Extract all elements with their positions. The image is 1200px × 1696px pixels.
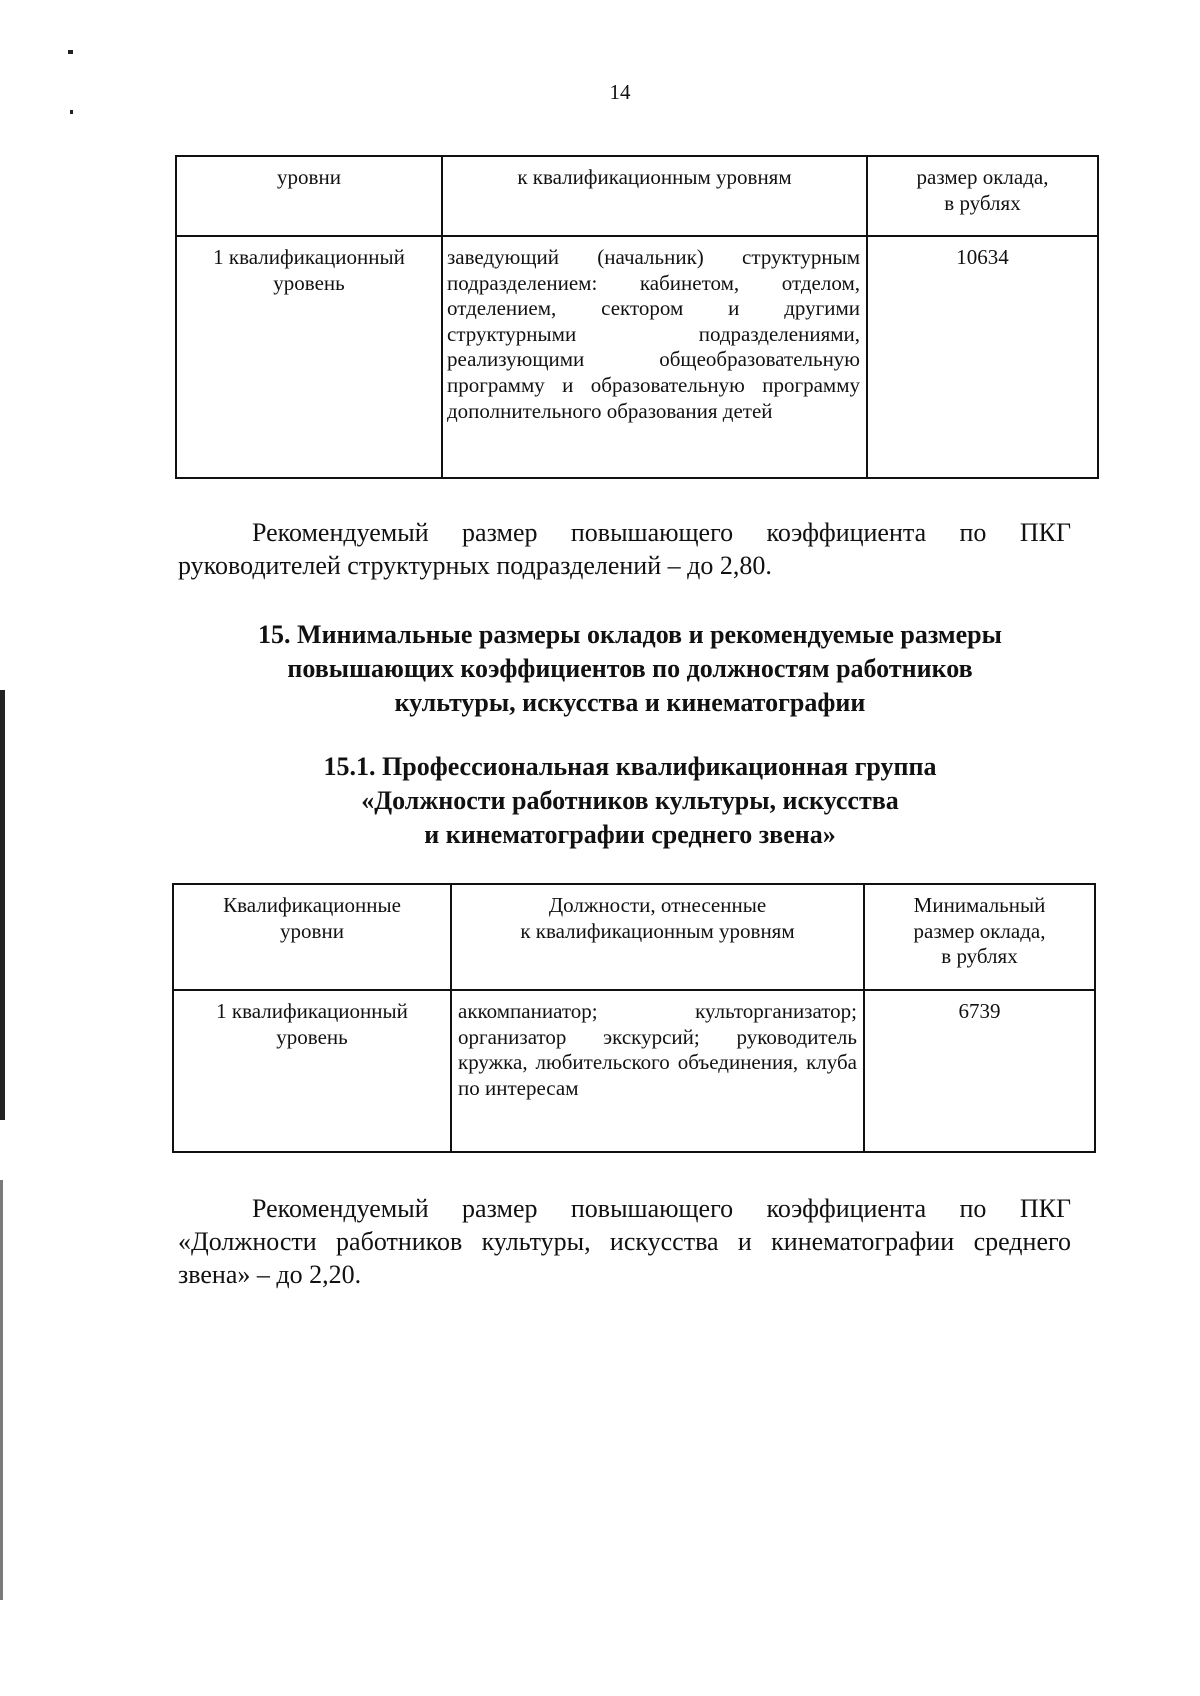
- salary-cell: [867, 236, 1098, 478]
- level-cell: [173, 990, 451, 1152]
- table-header-cell: [451, 884, 864, 990]
- scan-dot: [68, 50, 73, 54]
- table-header-row: [173, 884, 1095, 990]
- table-header-cell: [864, 884, 1095, 990]
- qualification-table-culture: [172, 883, 1096, 1153]
- salary-cell: [864, 990, 1095, 1152]
- table-row: [176, 236, 1098, 478]
- level-text: 1 квалификационный: [216, 999, 408, 1023]
- heading-line: и кинематографии среднего звена»: [424, 820, 836, 849]
- coefficient-paragraph-1: [178, 516, 1071, 582]
- positions-text: заведующий (начальник) структурным подразделением: кабинетом, отделом, отделением, сектором и другими структурными подразделениями, реализующими общеобразовательную программу и образовательную программу дополнительного образования детей: [447, 245, 860, 423]
- level-text: 1 квалификационный: [213, 245, 405, 269]
- table-header-cell: [867, 156, 1098, 236]
- qualification-table-continued: [175, 155, 1099, 479]
- header-text: размер оклада,: [916, 165, 1049, 189]
- table-header-cell: [176, 156, 442, 236]
- header-text: уровни: [280, 918, 344, 943]
- heading-line: культуры, искусства и кинематографии: [394, 688, 866, 717]
- salary-value: 10634: [956, 245, 1009, 269]
- header-text: уровни: [277, 165, 341, 189]
- heading-line: повышающих коэффициентов по должностям работников: [287, 654, 973, 683]
- positions-text: аккомпаниатор; культорганизатор; организатор экскурсий; руководитель кружка, любительского объединения, клуба по интересам: [458, 999, 857, 1100]
- heading-line: «Должности работников культуры, искусства: [361, 786, 899, 815]
- header-text: Минимальный: [913, 893, 1046, 917]
- header-text: Квалификационные: [223, 893, 401, 917]
- level-text: уровень: [276, 1024, 348, 1049]
- level-text: уровень: [273, 270, 345, 295]
- scan-edge-mark: [0, 1180, 3, 1600]
- table-header-row: [176, 156, 1098, 236]
- heading-line: 15. Минимальные размеры окладов и рекомендуемые размеры: [258, 620, 1002, 649]
- coefficient-paragraph-2: [178, 1192, 1071, 1291]
- scan-dot: [70, 110, 73, 114]
- header-text: Должности, отнесенные: [548, 893, 767, 917]
- paragraph-text: Рекомендуемый размер повышающего коэффициента по ПКГ «Должности работников культуры, искусства и кинематографии среднего звена» – до 2,20.: [178, 1194, 1071, 1289]
- positions-cell: [451, 990, 864, 1152]
- header-text: в рублях: [941, 944, 1018, 969]
- salary-value: 6739: [958, 999, 1001, 1023]
- header-text: к квалификационным уровням: [520, 918, 795, 943]
- header-text: к квалификационным уровням: [517, 165, 792, 189]
- header-text: размер оклада,: [913, 918, 1046, 943]
- table-header-cell: [442, 156, 867, 236]
- scan-edge-mark: [0, 690, 5, 1120]
- section-15-heading: [150, 618, 1110, 720]
- section-15-1-heading: [150, 750, 1110, 852]
- table-row: [173, 990, 1095, 1152]
- page-number: 14: [609, 80, 631, 104]
- table-header-cell: [173, 884, 451, 990]
- paragraph-text: Рекомендуемый размер повышающего коэффициента по ПКГ руководителей структурных подразделений – до 2,80.: [178, 518, 1071, 580]
- level-cell: [176, 236, 442, 478]
- header-text: в рублях: [944, 190, 1021, 215]
- heading-line: 15.1. Профессиональная квалификационная группа: [323, 752, 937, 781]
- positions-cell: [442, 236, 867, 478]
